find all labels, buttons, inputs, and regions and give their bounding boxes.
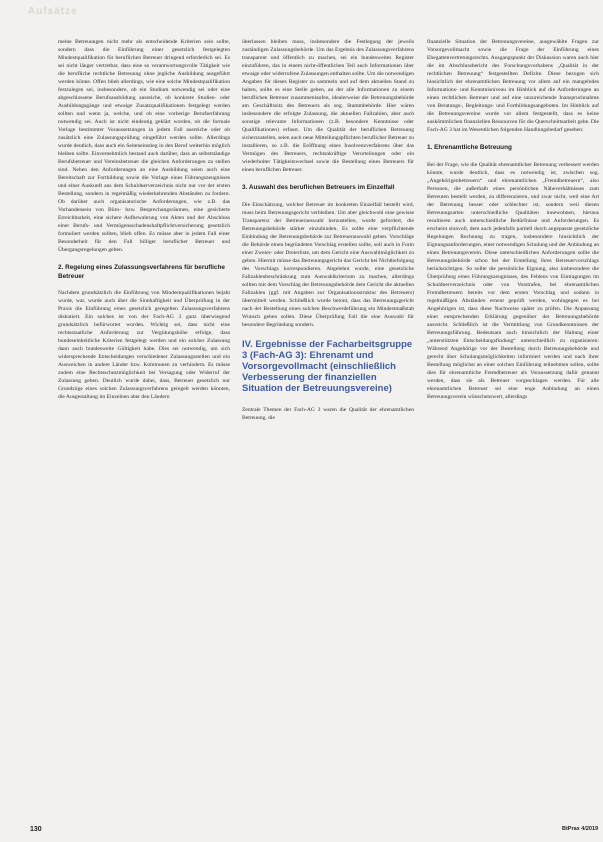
paragraph: Zentrale Themen der Fach-AG 3 waren die Qualität der ehrenamtlichen Betreuung, die xyxy=(242,406,414,421)
journal-issue: BtPrax 4/2019 xyxy=(562,826,599,832)
text-column-1 xyxy=(58,38,230,815)
paragraph: überlassen bleiben muss, insbesondere die Festlegung der jeweils zuständigen Zulassungsbehörde. Um das Ergebnis des Zulassungsverfahrens transparent und öffentlich zu machen, sei ein bundesweites Register einzuführen, das in einem nicht-öffentlichen Teil auch Informationen über etwaige oder widerrufene Zulassungen enthalten sollte. Um die notwendigen Angaben für dieses Register zu sammeln und auf dem aktuellen Stand zu halten, sollte es eine Stelle geben, an der alle Informationen zu einem beruflichen Betreuer zusammenlaufen, idealerweise die Betreuungsbehörde am Geschäftssitz des Betreuers als sog. Stammbehörde. Hier wären insbesondere die erfolgte Zulassung, die aktuellen Fallzahlen, aber auch sonstige relevante Informationen (z.B. besondere Kenntnisse oder Qualifikationen) erfasst. Um die Qualität der beruflichen Betreuung sicherzustellen, seien auch neue Mitteilungspflichten beruflicher Betreuer zu installieren, so z.B. die Eröffnung eines Insolvenzverfahrens über das Vermögen des Betreuers, rechtsnkräftige Verurteilungen oder ein wiederholter Tätigkeitswechsel sowie die Bestellung eines Betreuers für einen beruflichen Betreuer. xyxy=(242,39,414,173)
paragraph: meine Betreuungen nicht mehr als entscheidende Kriterien sein sollte, sondern dass die Einführung einer gesetzlich festgelegten Mindestqualifikation für beruflichen Betreuer dringend erforderlich sei. Es sei nicht länger vertretbar, dass eine so verantwortungsvolle Tätigkeit wie die berufliche rechtliche Betreuung ohne jegliche Ausbildung ausgeführt werden könne. Offen blieb allerdings, wie eine solche Mindestqualifikation festzulegen sei, insbesondere, ob ein Studium notwendig sei oder eine abgeschlossene Berufsausbildung ausreiche, ob konkrete Studien- oder Ausbildungsgänge und etwaige Zusatzqualifikationen festgelegt werden sollten und wenn ja, welche, und ob eine vorherige Berufserfahrung notwendig sei. Auch ist nicht eindeutig geklärt worden, ob die formale Vorlage bestimmter Voraussetzungen in jedem Fall ausreiche oder ob zusätzlich eine Zulassungsprüfung eingeführt werden sollte. Allerdings wurde deutlich, dass auch ein Seiteneinstieg in den Beruf weiterhin möglich bleiben sollte. Einvernehmlich bestand auch darüber, dass an selbstständige Berufsbetreuer und Vereinsbetreuer die gleichen Anforderungen zu stellen sind. Neben den Anforderungen an eine Ausbildung seien auch eine Bereitschaft zur Fortbildung sowie die Vorlage eines Führungszeugnisses und einer Auskunft aus dem Schuldnerverzeichnis nicht nur vor der ersten Bestellung, sondern in regelmäßig wiederkehrenden Abständen zu fordern. Ob darüber auch organisatorische Anforderungen, wie z.B. das Vorhandensein von Büro- bzw. Besprechungsräumen, eine gesicherte Erreichbarkeit, eine sichere Aufbewahrung von Akten und der Abschluss einer Berufs- und Vermögensschadenshaftpflichtversicherung gesetzlich formuliert werden sollten, blieb offen. Es müsse aber in jedem Fall einer Besonderheit für den Fall billiger beruflicher Betreuer und Übergangsregelungen geben. xyxy=(58,39,230,253)
paragraph: Die Einschätzung, welcher Betreuer im konkreten Einzelfall bestellt wird, muss beim Betreuungsgericht verbleiben. Um aber gleichwohl eine gewisse Transparenz der Betreuerauswahl herzustellen, wurde gefordert, die Betreuungsbehörde stärker einzubinden. Es sollte eine verpflichtende Einbindung der Betreuungsbehörde zur Betreuerauswahl geben. Vorschläge die Behörde einen begründeten Vorschlag erstellen sollte, soll auch in Form einer Zweier- oder Dreierliste, um dem Gericht eine Auswahlmöglichkeit zu geben. Hiermit müsse das Betreuungsgericht das Gericht bei Nichtbefolgung des Vorschlags korrespondieren. Abgelehnt wurde, eine gesetzliche Fallzahlenbeschränkung zum Auswahlkriterium zu machen, allerdings sollten mit dem Vorschlag der Betreuungsbehörde dem Gericht die aktuellen Fallzahlen (ggf. mit Angaben zur Organisationsstruktur des Betreuers) übermittelt werden. Schließlich wurde betont, dass das Betreuungsgericht nach der Bestellung eines solchen Beschwerdeführung ein Mindestmaßstab Wunsch geben sollen. Diese Überprüfung Fall die eine Auswahl für besondere Begründung sondern. xyxy=(242,201,414,328)
paragraph: Nachdem grundsätzlich die Einführung von Mindestqualifikationen bejaht wurde, war, wurde auch über die Sinnhaftigkeit und Überprüfung in der Praxis die Einführung eines gesetzlich geregelten Zulassungsverfahrens diskutiert. Ein solches ist von der Fach-AG 3 ganz überwiegend grundsätzlich befürwortet worden. Wichtig sei, dass nicht eine rechtsstaatliche Anforderung zur Vergütungshöhe erfolge, dass bundeseinheitliche Kriterien festgelegt werden und ein solcher Zulassung dann auch bundesweite Gültigkeit habe. Dies sei notwendig, um sich widersprechende Entscheidungen verschiedener Zulassungsstellen und ein Ausweichen in andere Länder bzw. Kommunen zu verhindern. Es müsse zudem eine Rechtsschutzmöglichkeit bei Versagung oder Widerruf der Zulassung geben. Deutlich wurde dabei, dass, Betreuer gesetzlich nur Grundzüge eines solchen Zulassungsverfahrens geregelt werden könnten, die Ausgestaltung im Einzelnen aber den Ländern xyxy=(58,290,230,400)
page-number: 130 xyxy=(30,826,42,833)
text-column-2 xyxy=(242,38,414,815)
section-label: Aufsätze xyxy=(28,6,78,17)
text-column-3 xyxy=(427,38,599,815)
section-heading: 1. Ehrenamtliche Betreuung xyxy=(427,144,512,151)
chapter-heading: IV. Ergebnisse der Facharbeitsgruppe 3 (Fach-AG 3): Ehrenamt und Vorsorgevollmacht (einschließlich Verbesserung der finanziellen Situation der Betreuungsvereine) xyxy=(242,338,413,394)
section-heading: 3. Auswahl des beruflichen Betreuers im Einzelfall xyxy=(242,184,395,191)
paragraph: finanzielle Situation der Betreuungsvereine, ausgewählte Fragen zur Vorsorgevollmacht sowie die Frage der Einführung eines Ehegattenvertretungsrechts. Ausgangspunkt der Diskussion waren auch hier die im Abschlussbericht des Forschungsvorhabens „Qualität in der rechtlichen Betreuung“ festgestellten Defizite. Diese bezogen sich hinsichtlich der ehrenamtlichen Betreuung vor allem auf ein mangelndes Informations- und Kenntnisniveau im Hinblick auf die Anforderungen an einen rechtlichen Betreuer und auf eine unzureichende Inanspruchnahme von Beratungs-, Begleitungs- und Fortbildungsangeboten. Im Hinblick auf die Betreuungsvereine wurde vor allem festgestellt, dass es keine auskömmlichen finanziellen Ressourcen für die Querschnittsarbeit gebe. Die Fach-AG 3 hat im Wesentlichen folgenden Handlungsbedarf gesehen: xyxy=(427,39,599,133)
section-heading: 2. Regelung eines Zulassungsverfahrens für berufliche Betreuer xyxy=(58,264,225,280)
paragraph: Bei der Frage, wie die Qualität ehrenamtlicher Betreuung verbessert werden könnte, wurde deutlich, dass es notwendig ist, zwischen sog. „Angehörigenbetreuern“ und ehrenamtlichen „Fremdbetreuern“, also Personen, die außerhalb eines persönlichen Näheverhältnisses zum Betreuten bestellt werden, zu differenzieren, und zwar nicht, weil eine Art der Betreuung besser oder schlechter ist, sondern weil diesen Betreuungsarten unterschiedliche Qualitäten innewohnen, hieraus resultieren auch unterschiedliche Bedürfnisse und Anforderungen. Es erscheint sinnvoll, dem auch jedenfalls partiell durch angepasste gesetzliche Regelungen Rechnung zu tragen, insbesondere hinsichtlich der Eignungsanforderungen, einer notwendigen Schulung und der Anbindung an einen Betreuungsverein. Diese unterschiedlichen Anforderungen sollte die Betreuungsbehörde schon bei der Erstellung ihres Betreuervorschlags berücksichtigen. So sollte die persönliche Eignung, also insbesondere die Überprüfung eines Führungszeugnisses, des Fehlens von Eintragungen im Schuldnerverzeichnis oder von Vorstrafen, bei ehrenamtlichen Fremdbetreuern bereits vor dem ersten Vorschlag und sodann in regelmäßigen Abständen erneut geprüft werden, wohingegen es bei Angehörigen ist, dass diese Nachweise später zu prüfen. Die Anpassung einer entsprechenden Erklärung gegenüber der Betreuungsbehörde ausreicht. Schließlich ist die Vermittlung von Grundkenntnissen der Betreuungsführung. Bedeutsam auch hinsichtlich der Haltung einer „unterstützten Entscheidungsfindung“ unterschiedlich zu organisieren: Während Angehörige vor der Bestellung durch Betreuungsbehörde und gerecht über Schulungsmöglichkeiten informiert werden und nach ihrer Bestellung möglichst an einer solchen Einführung teilnehmen sollen, sollte dies für ehrenamtliche Fremdbetreuer als Voraussetzung dafür genannt werden, dass sie als Betreuer vorgeschlagen werden. Für alle ehrenamtlichen Betreuer sei eine enge Anbindung an einen Betreuungsverein wünschenswert, allerdings xyxy=(427,161,599,400)
